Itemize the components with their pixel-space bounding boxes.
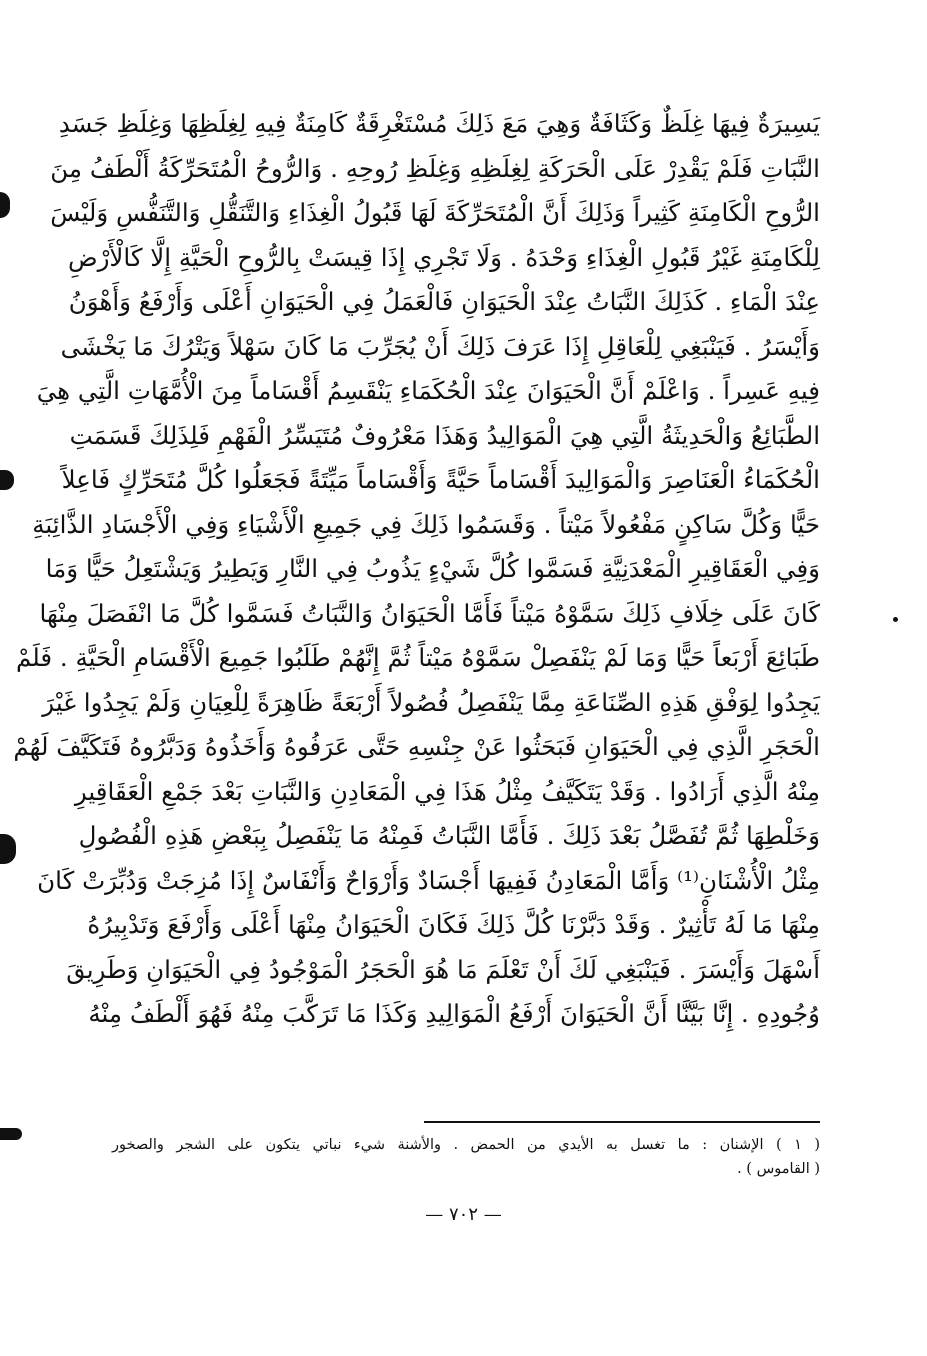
text-line: الرُّوحِ الْكَامِنَةِ كَثِيراً وَذَلِكَ أَنَّ الْمُتَحَرِّكَةَ لَهَا قَبُولُ الْغِذَاءِ وَالتَّنَقُّلِ وَالتَّنَفُّسِ وَلَيْسَ: [50, 198, 820, 227]
text-line: مِنْهَا مَا لَهُ تَأْثِيرٌ . وَقَدْ دَبَّرْنَا كُلَّ ذَلِكَ فَكَانَ الْحَيَوَانُ مِنْهَا أَعْلَى وَأَرْفَعَ وَتَدْبِيرُهُ: [87, 910, 820, 939]
text-line: وَفِي الْعَقَاقِيرِ الْمَعْدَنِيَّةِ فَسَمَّوا كُلَّ شَيْءٍ يَذُوبُ فِي النَّارِ وَيَطِيرُ وَيَشْتَعِلُ حَيًّا وَمَا: [45, 554, 820, 583]
text-line: عِنْدَ الْمَاءِ . كَذَلِكَ النَّبَاتُ عِنْدَ الْحَيَوَانِ فَالْعَمَلُ فِي الْحَيَوَانِ أَعْلَى وَأَرْفَعُ وَأَهْوَنُ: [68, 287, 820, 316]
text-line: طَبَائِعَ أَرْبَعاً حَيًّا وَمَا لَمْ يَنْفَصِلْ سَمَّوْهُ مَيْتاً ثُمَّ إِنَّهُمْ طَلَبُوا جَمِيعَ الْأَقْسَامِ الْحَيَّةِ . فَلَمْ: [15, 643, 820, 672]
text-line: وُجُودِهِ . إِنَّا بَيَّنَّا أَنَّ الْحَيَوَانَ أَرْفَعُ الْمَوَالِيدِ وَكَذَا مَا تَرَكَّبَ مِنْهُ فَهُوَ أَلْطَفُ مِنْهُ: [88, 999, 820, 1028]
footnote: [112, 1133, 820, 1181]
scan-margin-mark: [0, 470, 14, 490]
text-line: الْحَجَرِ الَّذِي فِي الْحَيَوَانِ فَبَحَثُوا عَنْ جِنْسِهِ حَتَّى عَرَفُوهُ وَأَخَذُوهُ وَدَبَّرُوهُ فَتَكَيَّفَ لَهُمْ: [13, 732, 820, 761]
text-line: حَيًّا وَكُلَّ سَاكِنٍ مَفْعُولاً مَيْتاً . وَقَسَمُوا ذَلِكَ فِي جَمِيعِ الْأَشْيَاءِ وَفِي الْأَجْسَادِ الذَّائِبَةِ: [32, 509, 820, 539]
text-line: مِثْلُ الْأُشْنَانِ⁽¹⁾ وَأَمَّا الْمَعَادِنُ فَفِيهَا أَجْسَادٌ وَأَرْوَاحٌ وَأَنْفَاسٌ إِذَا مُزِجَتْ وَدُبِّرَتْ كَانَ: [37, 865, 820, 895]
text-line: النَّبَاتِ فَلَمْ يَقْدِرْ عَلَى الْحَرَكَةِ لِغِلَظِهِ وَغِلَظِ رُوحِهِ . وَالرُّوحُ الْمُتَحَرِّكَةُ أَلْطَفُ مِنَ: [50, 153, 820, 183]
text-line: كَانَ عَلَى خِلَافِ ذَلِكَ سَمَّوْهُ مَيْتاً فَأَمَّا الْحَيَوَانُ وَالنَّبَاتُ فَسَمَّوا كُلَّ مَا انْفَصَلَ مِنْهَا: [39, 598, 820, 628]
text-line: وَخَلْطِهَا ثُمَّ تُفَصَّلُ بَعْدَ ذَلِكَ . فَأَمَّا النَّبَاتُ فَمِنْهُ مَا يَنْفَصِلُ بِبَعْضِ هَذِهِ الْفُصُولِ: [78, 821, 820, 850]
text-line: يَجِدُوا لِوَفْقِ هَذِهِ الصِّنَاعَةِ مِمَّا يَنْفَصِلُ فُصُولاً أَرْبَعَةً ظَاهِرَةً لِلْعِيَانِ وَلَمْ يَجِدُوا غَيْرَ: [42, 687, 820, 717]
footnote-line: ( القاموس ) .: [737, 1161, 820, 1177]
scan-margin-mark: [0, 834, 16, 864]
text-line: فِيهِ عَسِراً . وَاعْلَمْ أَنَّ الْحَيَوَانَ عِنْدَ الْحُكَمَاءِ يَنْقَسِمُ أَقْسَاماً مِنَ الْأُمَّهَاتِ الَّتِي هِيَ: [36, 376, 820, 405]
scan-margin-mark: [0, 192, 10, 218]
text-line: مِنْهُ الَّذِي أَرَادُوا . وَقَدْ يَتَكَيَّفُ مِثْلُ هَذَا فِي الْمَعَادِنِ وَالنَّبَاتِ بَعْدَ جَمْعِ الْعَقَاقِيرِ: [74, 776, 820, 806]
footnote-separator: [424, 1121, 820, 1123]
text-line: أَسْهَلَ وَأَيْسَرَ . فَيَنْبَغِي لَكَ أَنْ تَعْلَمَ مَا هُوَ الْحَجَرُ الْمَوْجُودُ فِي الْحَيَوَانِ وَطَرِيقَ: [66, 954, 820, 984]
text-line: وَأَيْسَرُ . فَيَنْبَغِي لِلْعَاقِلِ إِذَا عَرَفَ ذَلِكَ أَنْ يُجَرِّبَ مَا كَانَ سَهْلاً وَيَتْرُكَ مَا يَخْشَى: [60, 331, 820, 361]
scan-dot-mark: [893, 617, 898, 622]
text-line: لِلْكَامِنَةِ غَيْرُ قَبُولِ الْغِذَاءِ وَحْدَهُ . وَلَا تَجْرِي إِذَا قِيسَتْ بِالرُّوحِ الْحَيَّةِ إِلَّا كَالْأَرْضِ: [67, 242, 820, 272]
scan-margin-mark: [0, 1128, 22, 1140]
body-text: [13, 102, 820, 1037]
text-line: الْحُكَمَاءُ الْعَنَاصِرَ وَالْمَوَالِيدَ أَقْسَاماً حَيَّةً وَأَقْسَاماً مَيِّتَةً فَجَعَلُوا كُلَّ مُتَحَرِّكٍ فَاعِلاً: [61, 465, 820, 494]
text-line: الطَّبَائِعُ وَالْحَدِيثَةُ الَّتِي هِيَ الْمَوَالِيدُ وَهَذَا مَعْرُوفٌ مُتَيَسِّرُ الْفَهْمِ فَلِذَلِكَ قَسَمَتِ: [69, 420, 820, 450]
footnote-line: ( ١ ) الإشنان : ما تغسل به الأيدي من الحمض . والأشنة شيء نباتي يتكون على الشجر والصخور: [112, 1137, 820, 1153]
text-line: يَسِيرَةٌ فِيهَا غِلَظٌ وَكَثَافَةٌ وَهِيَ مَعَ ذَلِكَ مُسْتَغْرِقَةٌ كَامِنَةٌ فِيهِ لِغِلَظِهَا وَغِلَظِ جَسَدِ: [58, 109, 820, 138]
page-number: — ٧٠٢ —: [425, 1204, 502, 1225]
